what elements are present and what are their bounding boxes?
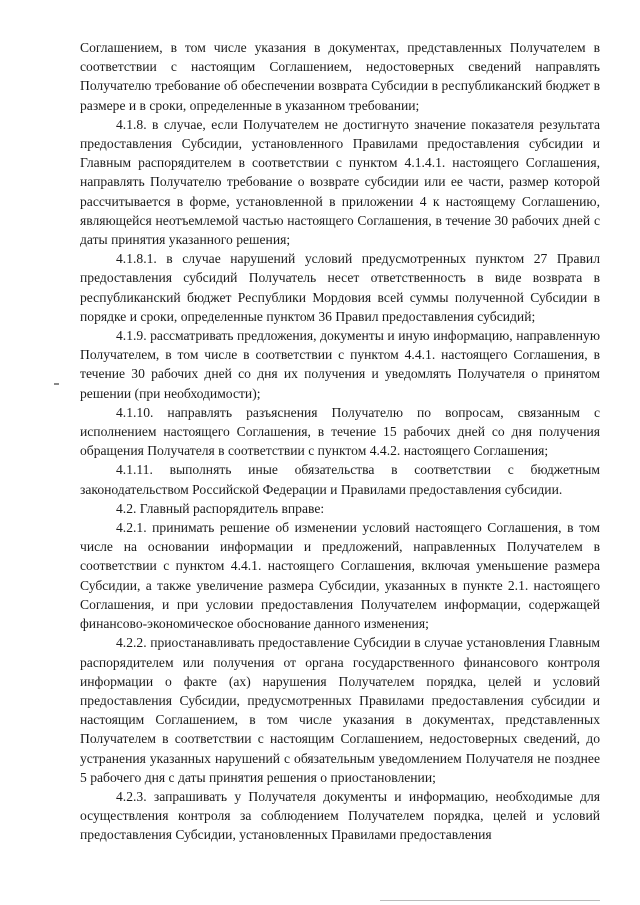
bottom-scan-rule: [380, 900, 600, 901]
paragraph-4-2-3: 4.2.3. запрашивать у Получателя документы и информацию, необходимые для осуществления контроля за соблюдением Получателем порядка, целей и условий предоставления Субсидии, установленных Правилами предоставления: [80, 788, 600, 843]
margin-scan-mark: [54, 383, 59, 385]
paragraph-4-1-9: 4.1.9. рассматривать предложения, документы и иную информацию, направленную Получателем, в том числе в соответствии с пунктом 4.4.1. настоящего Соглашения, в течение 30 рабочих дней со дня их получения и уведомлять Получателя о принятом решении (при необходимости);: [80, 328, 600, 401]
paragraph-4-2-2: 4.2.2. приостанавливать предоставление Субсидии в случае установления Главным распорядителем или получения от органа государственного финансового контроля информации о факте (ах) нарушения Получателем порядка, целей и условий предоставления Субсидии, предусмотренных Правилами предоставления субсидии и настоящим Соглашением, в том числе указания в документах, представленных Получателем в соответствии с настоящим Соглашением, недостоверных сведений, до устранения указанных нарушений с обязательным уведомлением Получателя не позднее 5 рабочего дня с даты принятия решения о приостановлении;: [80, 635, 600, 785]
paragraph-4-2-1: 4.2.1. принимать решение об изменении условий настоящего Соглашения, в том числе на основании информации и предложений, направленных Получателем в соответствии с пунктом 4.4.1. настоящего Соглашения, включая уменьшение размера Субсидии, а также увеличение размера Субсидии, указанных в пункте 2.1. настоящего Соглашения, и при условии предоставления Получателем информации, содержащей финансово-экономическое обоснование данного изменения;: [80, 520, 600, 632]
paragraph-4-1-11: 4.1.11. выполнять иные обязательства в соответствии с бюджетным законодательством Российской Федерации и Правилами предоставления субсидии.: [80, 462, 600, 497]
paragraph-4-1-8: 4.1.8. в случае, если Получателем не достигнуто значение показателя результата предоставления Субсидии, установленного Правилами предоставления субсидии и Главным распорядителем в соответствии с пунктом 4.1.4.1. настоящего Соглашения, направлять Получателю требование о возврате субсидии или ее части, размер которой рассчитывается в форме, установленной в приложении 4 к настоящему Соглашению, являющейся неотъемлемой частью настоящего Соглашения, в течение 30 рабочих дней с даты принятия указанного решения;: [80, 116, 600, 248]
paragraph-4-1-8-1: 4.1.8.1. в случае нарушений условий предусмотренных пунктом 27 Правил предоставления субсидий Получатель несет ответственность в виде возврата в республиканский бюджет Республики Мордовия всей суммы полученной Субсидии в порядке и сроки, определенные пунктом 36 Правил предоставления субсидий;: [80, 251, 600, 324]
paragraph-continuation: Соглашением, в том числе указания в документах, представленных Получателем в соответствии с настоящим Соглашением, недостоверных сведений направлять Получателю требование об обеспечении возврата Субсидии в республиканский бюджет в размере и в сроки, определенные в указанном требовании;: [80, 40, 600, 113]
paragraph-4-2: 4.2. Главный распорядитель вправе:: [116, 500, 325, 516]
paragraph-4-1-10: 4.1.10. направлять разъяснения Получателю по вопросам, связанным с исполнением настоящего Соглашения, в течение 15 рабочих дней со дня получения обращения Получателя в соответствии с пунктом 4.4.2. настоящего Соглашения;: [80, 404, 600, 459]
